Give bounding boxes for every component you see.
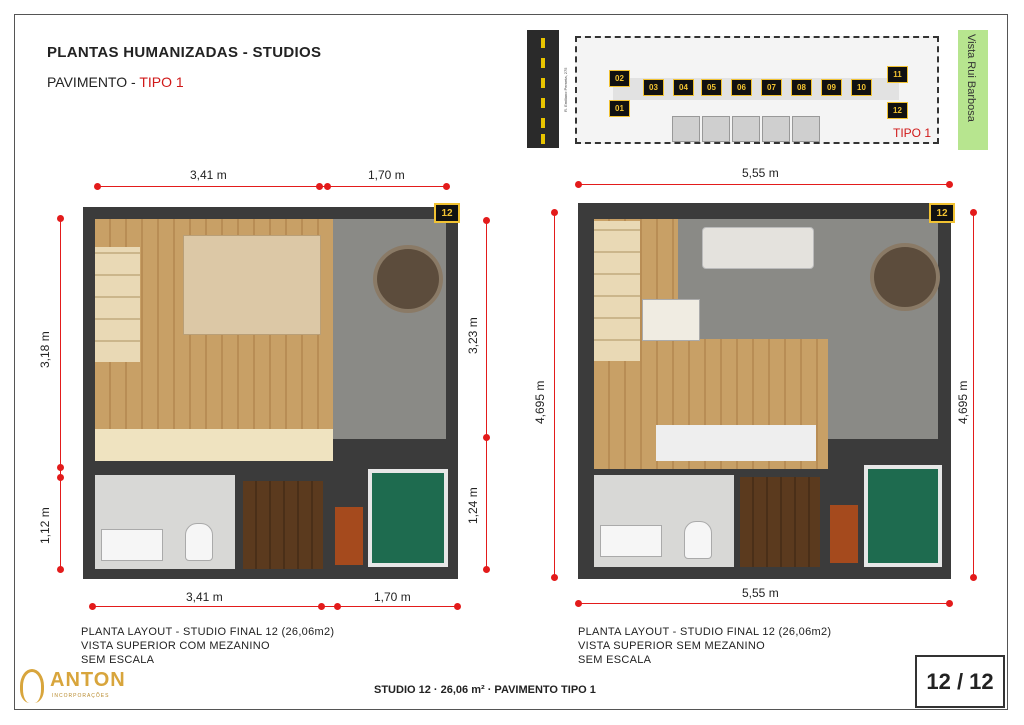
page-subtitle bbox=[47, 74, 184, 90]
outdoor-seat bbox=[373, 245, 443, 313]
company-logo bbox=[20, 669, 140, 705]
caption-line: PLANTA LAYOUT - STUDIO FINAL 12 (26,06m2) bbox=[578, 626, 832, 638]
dimension-point bbox=[334, 603, 341, 610]
dim-left: 4,695 m bbox=[533, 380, 547, 424]
unit-01: 01 bbox=[609, 100, 630, 117]
deck bbox=[243, 481, 323, 569]
dimension-point bbox=[483, 566, 490, 573]
subtitle-floor: TIPO 1 bbox=[139, 74, 184, 90]
plan-with-mezzanine bbox=[83, 207, 458, 579]
key-plan-floor-label: TIPO 1 bbox=[893, 126, 932, 140]
dimension-line bbox=[973, 212, 974, 578]
unit-08: 08 bbox=[791, 79, 812, 96]
view-label: Vista Rui Barbosa bbox=[965, 34, 977, 122]
dimension-line bbox=[92, 606, 458, 607]
dim-right: 4,695 m bbox=[956, 380, 970, 424]
sofa bbox=[702, 227, 814, 269]
dimension-point bbox=[946, 600, 953, 607]
deck bbox=[740, 477, 820, 567]
dim-left-a: 3,18 m bbox=[38, 331, 52, 368]
caption-right bbox=[578, 625, 831, 667]
dimension-line bbox=[60, 218, 61, 570]
unit-04: 04 bbox=[673, 79, 694, 96]
caption-line: SEM ESCALA bbox=[578, 654, 652, 666]
dimension-line bbox=[486, 220, 487, 570]
bed bbox=[183, 235, 321, 335]
toilet bbox=[684, 521, 712, 559]
dim-right-b: 1,24 m bbox=[466, 487, 480, 524]
kitchen-counter bbox=[656, 425, 816, 461]
unit-06: 06 bbox=[731, 79, 752, 96]
dimension-point bbox=[316, 183, 323, 190]
street-label: R. Emiliano Perneta, 275 bbox=[563, 67, 568, 113]
logo-mark-icon bbox=[20, 669, 44, 703]
unit-05: 05 bbox=[701, 79, 722, 96]
dim-right-a: 3,23 m bbox=[466, 317, 480, 354]
logo-name: ANTON bbox=[50, 669, 126, 691]
wood-panel bbox=[335, 507, 363, 565]
staircase bbox=[594, 221, 640, 361]
dim-bottom-a: 3,41 m bbox=[186, 590, 223, 604]
plan-without-mezzanine bbox=[578, 203, 951, 579]
caption-line: SEM ESCALA bbox=[81, 654, 155, 666]
service-area bbox=[792, 116, 820, 142]
dimension-point bbox=[89, 603, 96, 610]
service-area bbox=[762, 116, 790, 142]
caption-left bbox=[81, 625, 334, 667]
dimension-point bbox=[970, 209, 977, 216]
dim-bottom: 5,55 m bbox=[742, 586, 779, 600]
view-label-box bbox=[958, 30, 988, 150]
dimension-line bbox=[554, 212, 555, 578]
dimension-point bbox=[575, 600, 582, 607]
dim-top-b: 1,70 m bbox=[368, 168, 405, 182]
dimension-point bbox=[483, 217, 490, 224]
unit-10: 10 bbox=[851, 79, 872, 96]
dimension-point bbox=[443, 183, 450, 190]
page-number: 12 / 12 bbox=[915, 655, 1005, 708]
spa-pool bbox=[368, 469, 448, 567]
dim-top-a: 3,41 m bbox=[190, 168, 227, 182]
caption-line: PLANTA LAYOUT - STUDIO FINAL 12 (26,06m2) bbox=[81, 626, 335, 638]
unit-badge: 12 bbox=[434, 203, 460, 223]
floor-plate bbox=[575, 36, 939, 144]
kitchen-counter bbox=[95, 429, 333, 461]
unit-02: 02 bbox=[609, 70, 630, 87]
dimension-point bbox=[57, 566, 64, 573]
key-plan bbox=[527, 30, 947, 148]
road bbox=[527, 30, 559, 148]
sink bbox=[101, 529, 163, 561]
unit-03: 03 bbox=[643, 79, 664, 96]
dimension-point bbox=[483, 434, 490, 441]
service-area bbox=[672, 116, 700, 142]
unit-11: 11 bbox=[887, 66, 908, 83]
unit-09: 09 bbox=[821, 79, 842, 96]
sink bbox=[600, 525, 662, 557]
dimension-point bbox=[57, 215, 64, 222]
dim-left-b: 1,12 m bbox=[38, 507, 52, 544]
dim-bottom-b: 1,70 m bbox=[374, 590, 411, 604]
service-area bbox=[732, 116, 760, 142]
dimension-point bbox=[970, 574, 977, 581]
unit-12: 12 bbox=[887, 102, 908, 119]
dimension-point bbox=[454, 603, 461, 610]
caption-line: VISTA SUPERIOR SEM MEZANINO bbox=[578, 640, 765, 652]
dimension-point bbox=[551, 574, 558, 581]
dimension-line bbox=[97, 186, 447, 187]
outdoor-seat bbox=[870, 243, 940, 311]
wood-panel bbox=[830, 505, 858, 563]
subtitle-prefix: PAVIMENTO - bbox=[47, 74, 140, 90]
spa-pool bbox=[864, 465, 942, 567]
dim-top: 5,55 m bbox=[742, 166, 779, 180]
dimension-point bbox=[575, 181, 582, 188]
dimension-line bbox=[578, 603, 950, 604]
page-title: PLANTAS HUMANIZADAS - STUDIOS bbox=[47, 44, 322, 61]
logo-tagline: INCORPORAÇÕES bbox=[52, 693, 110, 699]
armchair bbox=[642, 299, 700, 341]
dimension-point bbox=[57, 474, 64, 481]
dimension-line bbox=[578, 184, 950, 185]
dimension-point bbox=[318, 603, 325, 610]
caption-line: VISTA SUPERIOR COM MEZANINO bbox=[81, 640, 270, 652]
dimension-point bbox=[57, 464, 64, 471]
staircase bbox=[95, 247, 140, 362]
service-area bbox=[702, 116, 730, 142]
dimension-point bbox=[94, 183, 101, 190]
toilet bbox=[185, 523, 213, 561]
unit-07: 07 bbox=[761, 79, 782, 96]
footer-info: STUDIO 12 · 26,06 m² · PAVIMENTO TIPO 1 bbox=[374, 684, 596, 696]
dimension-point bbox=[551, 209, 558, 216]
dimension-point bbox=[946, 181, 953, 188]
dimension-point bbox=[324, 183, 331, 190]
unit-badge: 12 bbox=[929, 203, 955, 223]
